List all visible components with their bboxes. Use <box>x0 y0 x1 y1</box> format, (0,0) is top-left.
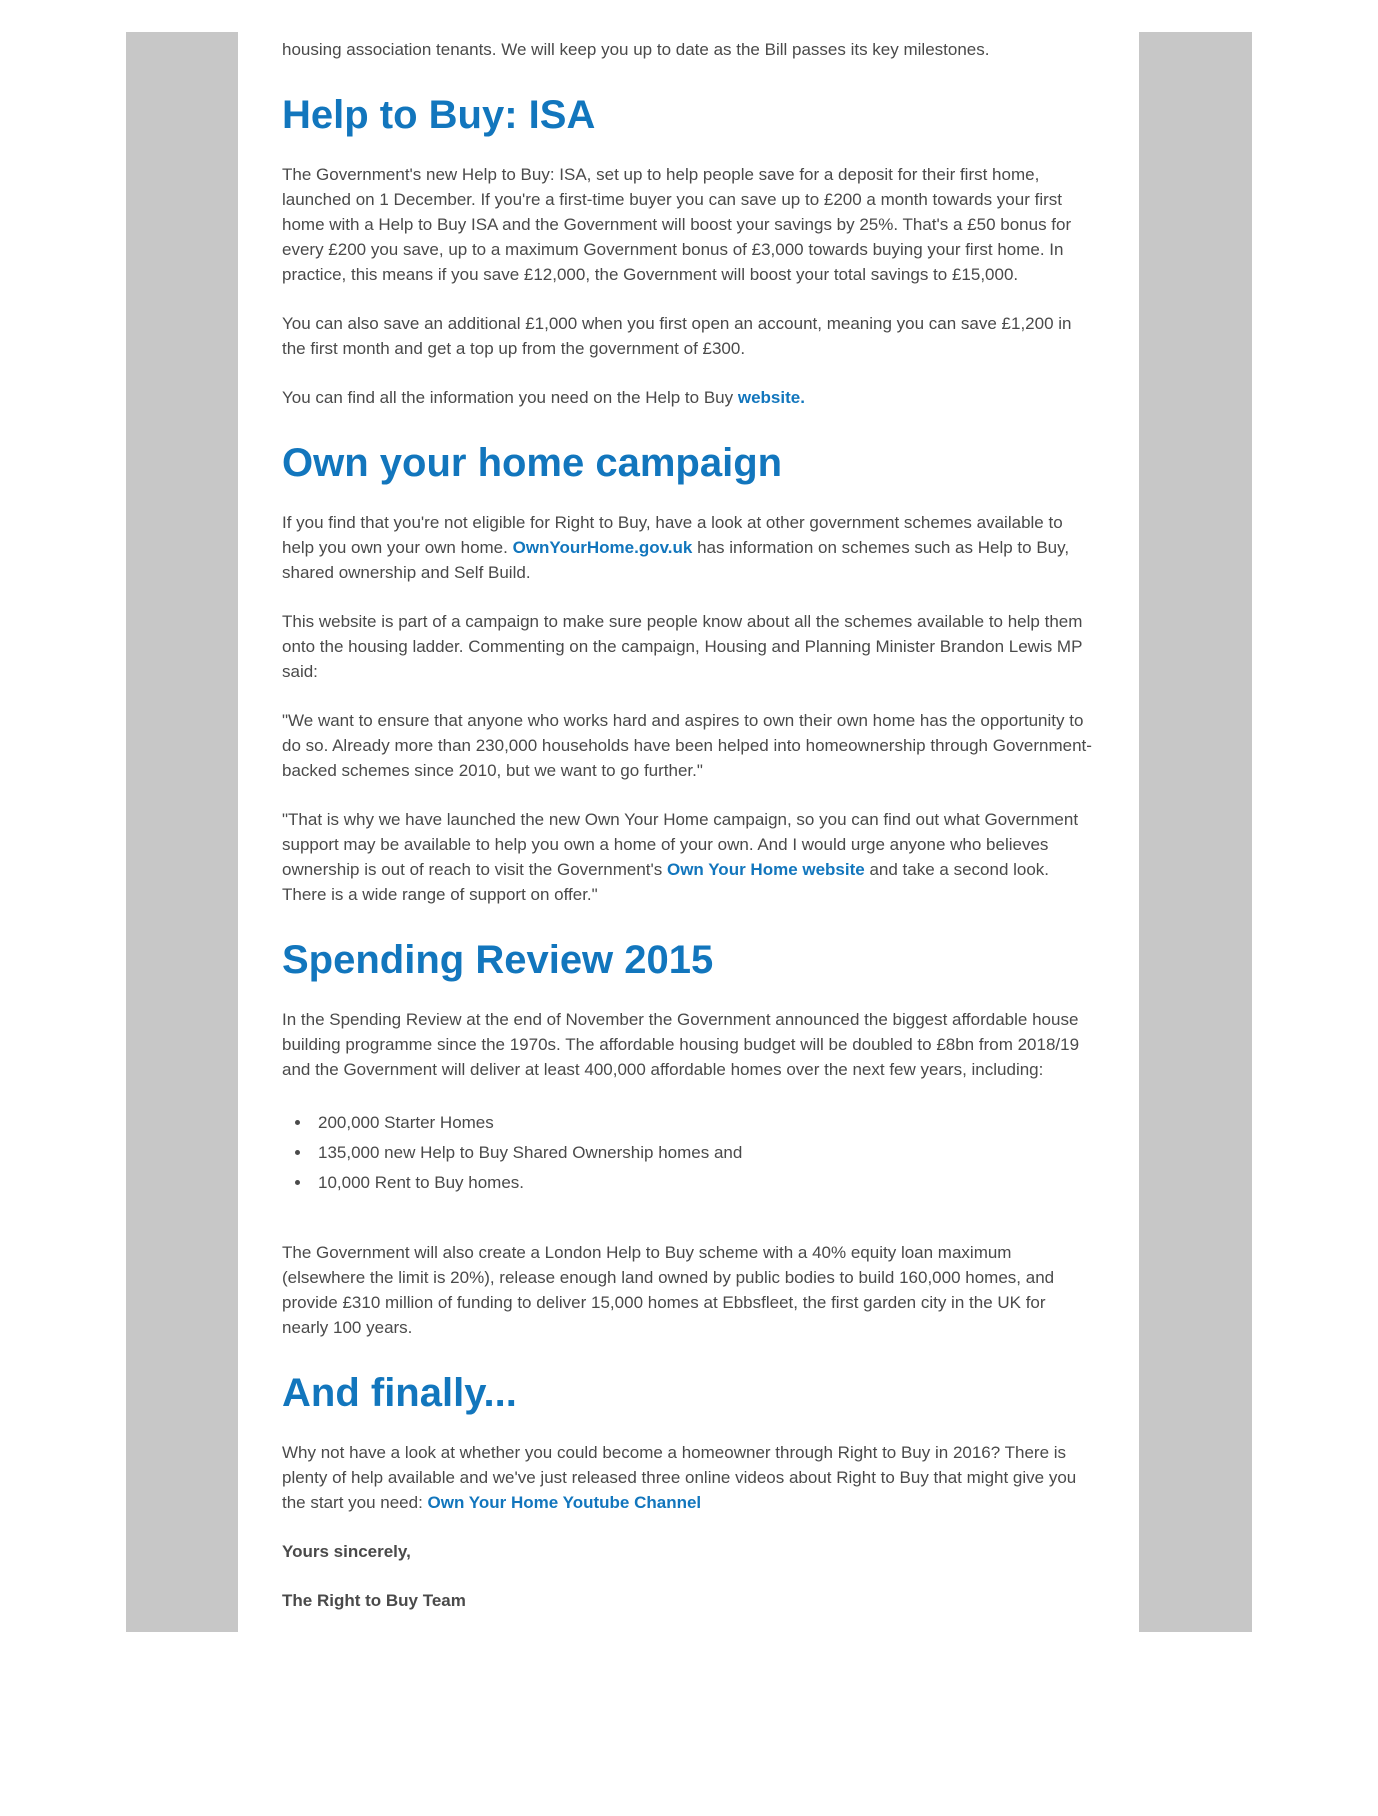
own-your-home-para-1-text-end: has information on schemes such as Help to Buy, shared ownership and Self Build. <box>282 538 1070 582</box>
bullet-rent-to-buy-homes: • 10,000 Rent to Buy homes. <box>312 1168 1095 1198</box>
heading-own-your-home-campaign: Own your home campaign <box>282 441 783 485</box>
minister-quote-2 <box>282 807 1095 907</box>
and-finally-para <box>282 1440 1095 1515</box>
heading-and-finally: And finally... <box>282 1371 517 1415</box>
spending-review-bullet-list <box>282 1108 1095 1198</box>
help-to-buy-para-2: You can also save an additional £1,000 when you first open an account, meaning you can save £1,200 in the first month and get a top up from the government of £300. <box>282 314 1072 358</box>
heading-help-to-buy-isa: Help to Buy: ISA <box>282 93 596 137</box>
spending-review-para-2: The Government will also create a London Help to Buy scheme with a 40% equity loan maximum (elsewhere the limit is 20%), release enough land owned by public bodies to build 160,000 homes, and provide £310 million of funding to deliver 15,000 homes at Ebbsfleet, the first garden city in the UK for nearly 100 years. <box>282 1243 1055 1337</box>
signoff-yours-sincerely: Yours sincerely, <box>282 1542 411 1561</box>
own-your-home-para-1 <box>282 510 1095 585</box>
help-to-buy-para-1: The Government's new Help to Buy: ISA, set up to help people save for a deposit for their first home, launched on 1 December. If you're a first-time buyer you can save up to £200 a month towards your first home with a Help to Buy ISA and the Government will boost your savings by 25%. That's a £50 bonus for every £200 you save, up to a maximum Government bonus of £3,000 towards buying your first home. In practice, this means if you save £12,000, the Government will boost your total savings to £15,000. <box>282 165 1072 284</box>
bullet-shared-ownership-homes: • 135,000 new Help to Buy Shared Ownership homes and <box>312 1138 1095 1168</box>
minister-quote-1: "We want to ensure that anyone who works hard and aspires to own their own home has the opportunity to do so. Already more than 230,000 households have been helped into homeownership through Government-backed schemes since 2010, but we want to go further." <box>282 711 1092 780</box>
email-body <box>238 32 1139 1632</box>
help-to-buy-para-3 <box>282 385 1095 410</box>
help-to-buy-website-link[interactable]: website. <box>737 388 805 407</box>
own-your-home-para-2: This website is part of a campaign to make sure people know about all the schemes available to help them onto the housing ladder. Commenting on the campaign, Housing and Planning Minister Brandon Lewis MP said: <box>282 612 1083 681</box>
spending-review-para-1: In the Spending Review at the end of November the Government announced the biggest affordable house building programme since the 1970s. The affordable housing budget will be doubled to £8bn from 2018/19 and the Government will deliver at least 400,000 affordable homes over the next few years, including: <box>282 1010 1080 1079</box>
minister-quote-2-text-start: "That is why we have launched the new Own Your Home campaign, so you can find out what Government support may be available to help you own a home of your own. And I would urge anyone who believes ownership is out of reach to visit the Government's <box>282 810 1079 879</box>
youtube-channel-link[interactable]: Own Your Home Youtube Channel <box>427 1493 702 1512</box>
left-gutter-bar <box>126 32 238 1632</box>
and-finally-para-text: Why not have a look at whether you could become a homeowner through Right to Buy in 2016? There is plenty of help available and we've just released three online videos about Right to Buy that might give you the start you need: <box>282 1443 1077 1512</box>
email-shell <box>126 32 1252 1632</box>
own-your-home-website-link[interactable]: Own Your Home website <box>666 860 865 879</box>
ownyourhome-gov-uk-link[interactable]: OwnYourHome.gov.uk <box>512 538 693 557</box>
bullet-starter-homes: • 200,000 Starter Homes <box>312 1108 1095 1138</box>
help-to-buy-para-3-text: You can find all the information you need on the Help to Buy <box>282 388 738 407</box>
own-your-home-para-1-text-start: If you find that you're not eligible for Right to Buy, have a look at other government schemes available to help you own your own home. <box>282 513 1063 557</box>
intro-paragraph: housing association tenants. We will keep you up to date as the Bill passes its key milestones. <box>282 40 990 59</box>
right-gutter-bar <box>1139 32 1252 1632</box>
signoff-right-to-buy-team: The Right to Buy Team <box>282 1591 466 1610</box>
heading-spending-review-2015: Spending Review 2015 <box>282 938 714 982</box>
minister-quote-2-text-end: and take a second look. There is a wide range of support on offer." <box>282 860 1050 904</box>
